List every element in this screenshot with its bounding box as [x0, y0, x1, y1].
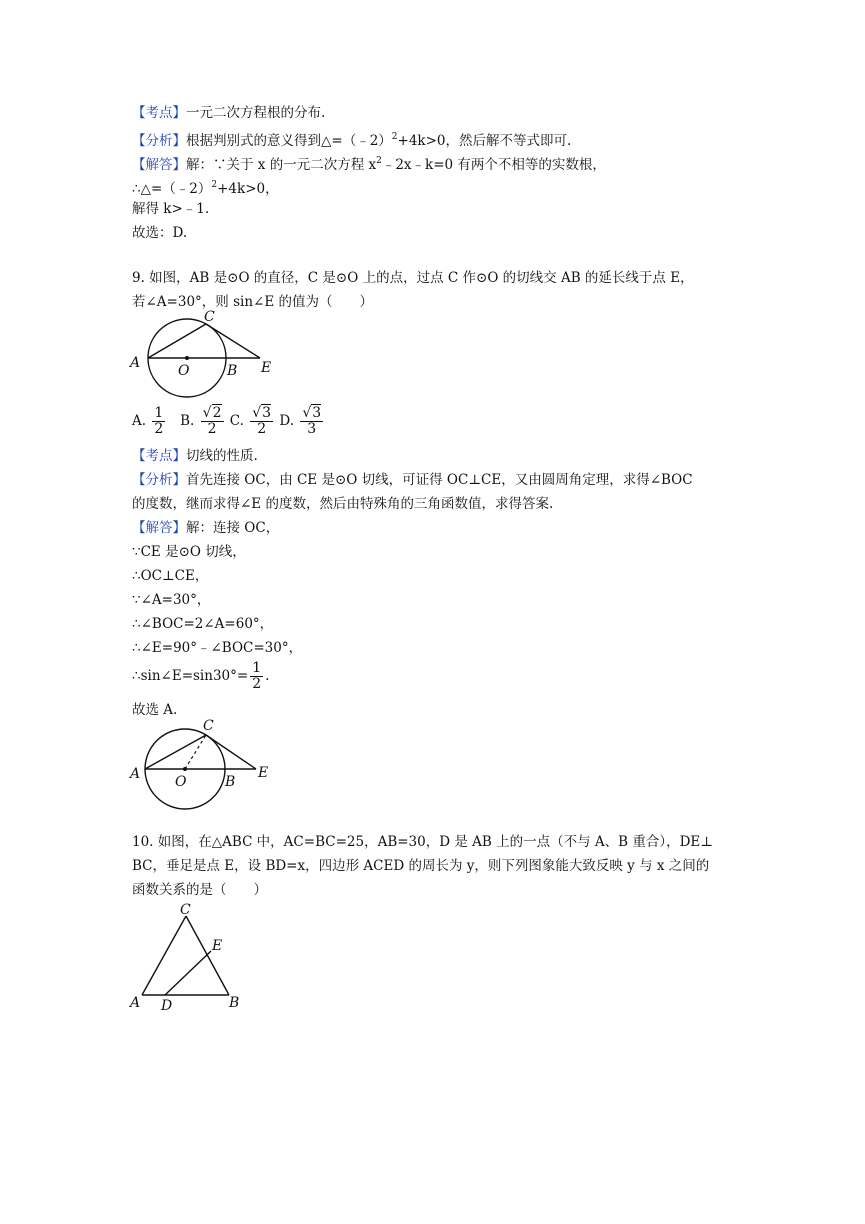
q9-fenxi-line2: 的度数，继而求得∠E 的度数，然后由特殊角的三角函数值，求得答案.	[132, 496, 554, 512]
q9-step-4: ∴∠BOC=2∠A=60°，	[132, 616, 274, 632]
q9-stem-line1: 9. 如图，AB 是⊙O 的直径，C 是⊙O 上的点，过点 C 作⊙O 的切线交 AB 的延长线于点 E，	[132, 270, 694, 286]
label-a: A	[130, 355, 141, 371]
kaodian-tag: 【考点】	[132, 105, 186, 121]
fenxi-sup: 2	[391, 132, 398, 142]
q9-stem-line2: 若∠A=30°，则 sin∠E 的值为（ ）	[132, 294, 373, 310]
jieda-sup: 2	[376, 156, 382, 166]
step1-sup: 2	[211, 180, 218, 190]
label-c: C	[204, 309, 215, 325]
step1-b: +4k>0，	[217, 181, 279, 197]
label-d: D	[161, 998, 173, 1012]
side-bc	[186, 916, 229, 995]
tangent-ce	[206, 735, 256, 769]
label-b: B	[229, 995, 240, 1011]
label-e: E	[212, 938, 223, 954]
q8-answer: 故选：D.	[132, 225, 188, 241]
chord-ac	[148, 324, 206, 358]
q10-stem-line2: BC，垂足是点 E，设 BD=x，四边形 ACED 的周长为 y，则下列图象能大致反映 y 与 x 之间的	[132, 858, 710, 874]
q8-fenxi-line	[132, 127, 571, 151]
label-a: A	[130, 766, 141, 782]
tangent-ce	[206, 324, 260, 358]
label-b: B	[227, 363, 238, 379]
side-ac	[142, 916, 186, 995]
label-o: O	[178, 363, 190, 379]
q10-stem-line1: 10. 如图，在△ABC 中，AC=BC=25，AB=30，D 是 AB 上的一点（不与 A、B 重合），DE⊥	[132, 834, 713, 850]
q8-step2: 解得 k>﹣1.	[132, 201, 210, 217]
option-d-label: D.	[279, 413, 295, 429]
label-o: O	[175, 774, 187, 790]
q9-final-line	[132, 658, 269, 694]
label-a: A	[130, 995, 141, 1011]
jieda-text-b: ﹣2x﹣k=0 有两个不相等的实数根，	[381, 157, 606, 173]
center-dot	[183, 767, 187, 771]
q8-kaodian-line	[132, 103, 325, 123]
q9-figure	[128, 308, 278, 400]
kaodian-text: 切线的性质.	[186, 448, 258, 464]
option-b-frac: $\frac{√2}{2}$	[202, 405, 222, 437]
fenxi-line1-text: 首先连接 OC，由 CE 是⊙O 切线，可证得 OC⊥CE，又由圆周角定理，求得∠BOC	[186, 472, 693, 488]
final-frac: $\frac{1}{2}$	[252, 660, 262, 692]
kaodian-text: 一元二次方程根的分布.	[186, 105, 326, 121]
q8-step1	[132, 175, 279, 199]
q9-jieda-line	[132, 518, 279, 538]
q9-step-2: ∴OC⊥CE，	[132, 568, 209, 584]
option-c-frac: $\frac{√3}{2}$	[252, 405, 272, 437]
final-text-b: .	[265, 668, 270, 684]
q9-kaodian-line	[132, 446, 258, 466]
label-e: E	[261, 360, 272, 376]
q8-jieda-line	[132, 151, 606, 175]
fenxi-tag: 【分析】	[132, 472, 186, 488]
center-dot	[185, 356, 189, 360]
jieda-tag: 【解答】	[132, 520, 186, 536]
kaodian-tag: 【考点】	[132, 448, 186, 464]
fenxi-text-a: 根据判别式的意义得到△=（﹣2）	[186, 133, 392, 149]
option-a-label: A.	[132, 413, 147, 429]
option-b-label: B.	[180, 413, 195, 429]
q9-options	[132, 402, 325, 440]
jieda-text-a: 解：∵关于 x 的一元二次方程 x	[186, 157, 377, 173]
q9-step-3: ∵∠A=30°，	[132, 592, 211, 608]
label-c: C	[180, 902, 191, 918]
option-a-frac: $\frac{1}{2}$	[154, 405, 164, 437]
step1-a: ∴△=（﹣2）	[132, 181, 212, 197]
jieda-tag: 【解答】	[132, 157, 186, 173]
segment-de	[165, 951, 211, 995]
label-c: C	[203, 718, 214, 734]
q9-fenxi-line1	[132, 470, 693, 490]
q9-answer: 故选 A.	[132, 702, 178, 718]
fenxi-text-b: +4k>0，然后解不等式即可.	[397, 133, 572, 149]
option-c-label: C.	[229, 413, 244, 429]
label-b: B	[225, 774, 236, 790]
final-text-a: ∴sin∠E=sin30°=	[132, 668, 249, 684]
fenxi-tag: 【分析】	[132, 133, 186, 149]
q9-solution-figure	[128, 716, 278, 812]
label-e: E	[258, 765, 269, 781]
chord-ac	[145, 735, 206, 769]
q9-step-5: ∴∠E=90°﹣∠BOC=30°，	[132, 640, 303, 656]
q10-stem-line3: 函数关系的是（ ）	[132, 882, 267, 898]
jieda-text: 解：连接 OC，	[186, 520, 280, 536]
q10-figure	[128, 900, 258, 1012]
q9-step-1: ∵CE 是⊙O 切线，	[132, 544, 246, 560]
option-d-frac: $\frac{√3}{3}$	[302, 405, 322, 437]
